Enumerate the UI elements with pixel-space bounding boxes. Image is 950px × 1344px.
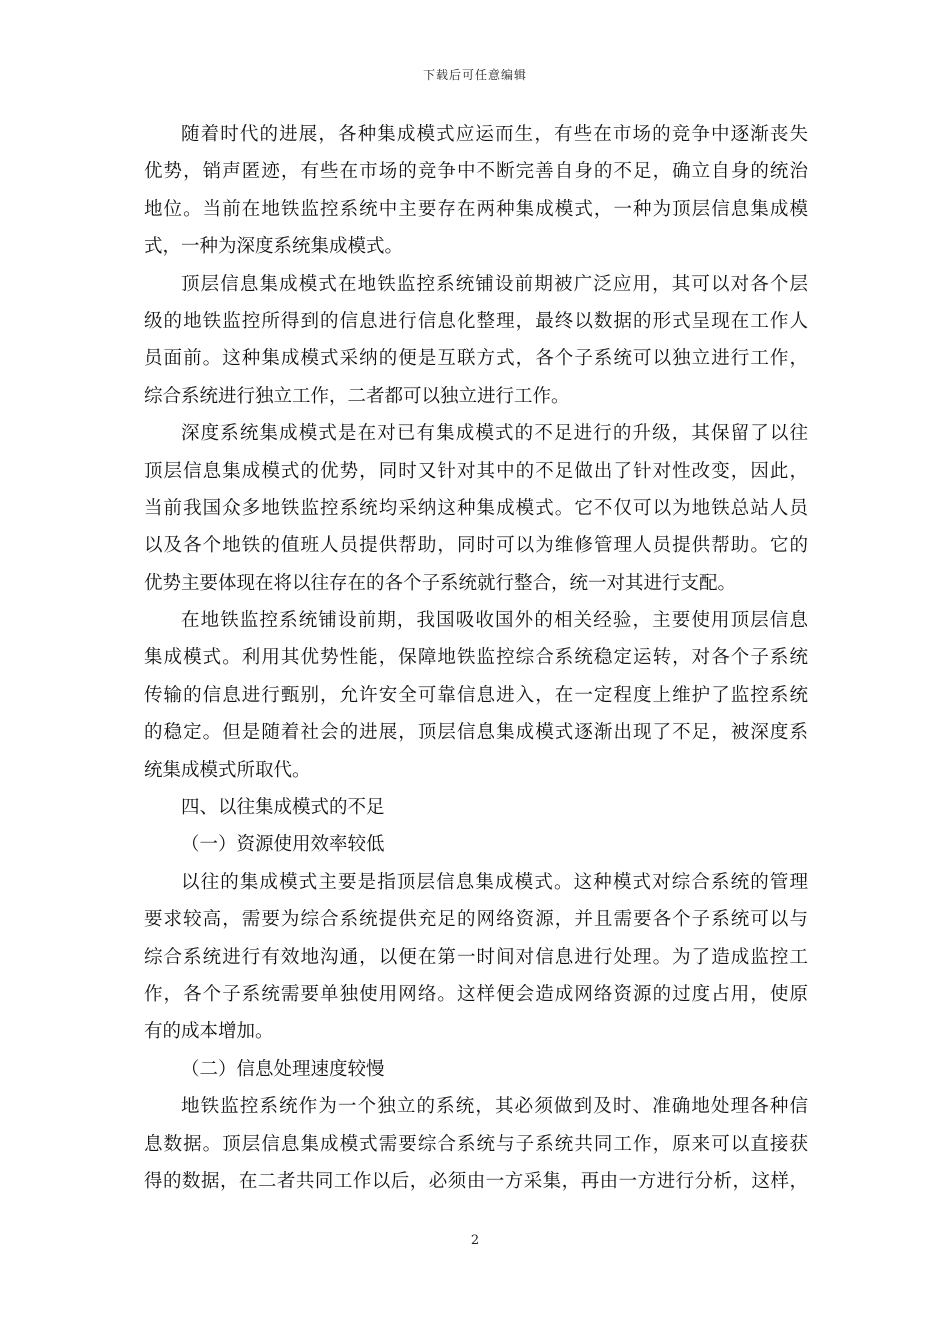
- text-line: 统集成模式所取代。: [144, 759, 311, 781]
- text-line: 要求较高，需要为综合系统提供充足的网络资源，并且需要各个子系统可以与: [144, 909, 808, 931]
- text-line: 传输的信息进行甄别，允许安全可靠信息进入，在一定程度上维护了监控系统: [144, 684, 808, 706]
- text-line: 员面前。这种集成模式采纳的便是互联方式，各个子系统可以独立进行工作，: [144, 348, 808, 370]
- text-line: 当前我国众多地铁监控系统均采纳这种集成模式。它不仅可以为地铁总站人员: [144, 497, 808, 519]
- text-line: 综合系统进行独立工作，二者都可以独立进行工作。: [144, 385, 570, 407]
- text-line: 顶层信息集成模式在地铁监控系统铺设前期被广泛应用，其可以对各个层: [181, 273, 808, 295]
- text-line: 以及各个地铁的值班人员提供帮助，同时可以为维修管理人员提供帮助。它的: [144, 535, 808, 557]
- page-header-note: 下载后可任意编辑: [422, 68, 527, 82]
- page-number: 2: [470, 1233, 480, 1248]
- text-line: 四、以往集成模式的不足: [181, 797, 385, 819]
- text-line: 随着时代的进展，各种集成模式应运而生，有些在市场的竞争中逐渐丧失: [181, 124, 808, 145]
- text-line: 综合系统进行有效地沟通，以便在第一时间对信息进行处理。为了造成监控工: [144, 946, 808, 968]
- text-line: 式，一种为深度系统集成模式。: [144, 236, 404, 258]
- text-line: 级的地铁监控所得到的信息进行信息化整理，最终以数据的形式呈现在工作人: [144, 310, 808, 332]
- text-line: 优势主要体现在将以往存在的各个子系统就行整合，统一对其进行支配。: [144, 572, 737, 594]
- text-line: 得的数据，在二者共同工作以后，必须由一方采集，再由一方进行分析，这样，: [144, 1170, 808, 1192]
- text-line: 在地铁监控系统铺设前期，我国吸收国外的相关经验，主要使用顶层信息: [181, 610, 808, 632]
- text-line: 息数据。顶层信息集成模式需要综合系统与子系统共同工作，原来可以直接获: [144, 1133, 808, 1155]
- document-body: [144, 116, 808, 1200]
- text-line: 集成模式。利用其优势性能，保障地铁监控综合系统稳定运转，对各个子系统: [144, 647, 808, 669]
- text-line: 深度系统集成模式是在对已有集成模式的不足进行的升级，其保留了以往: [181, 423, 808, 445]
- text-line: 作，各个子系统需要单独使用网络。这样便会造成网络资源的过度占用，使原: [144, 983, 808, 1005]
- text-line: 以往的集成模式主要是指顶层信息集成模式。这种模式对综合系统的管理: [181, 871, 808, 893]
- text-line: 顶层信息集成模式的优势，同时又针对其中的不足做出了针对性改变，因此，: [144, 460, 808, 482]
- text-line: 的稳定。但是随着社会的进展，顶层信息集成模式逐渐出现了不足，被深度系: [144, 722, 808, 744]
- text-line: （一）资源使用效率较低: [181, 834, 385, 856]
- text-line: 有的成本增加。: [144, 1021, 274, 1043]
- text-line: 地位。当前在地铁监控系统中主要存在两种集成模式，一种为顶层信息集成模: [144, 198, 808, 220]
- text-line: 优势，销声匿迹，有些在市场的竞争中不断完善自身的不足，确立自身的统治: [144, 161, 808, 183]
- text-line: （二）信息处理速度较慢: [181, 1058, 385, 1080]
- text-line: 地铁监控系统作为一个独立的系统，其必须做到及时、准确地处理各种信: [181, 1096, 808, 1118]
